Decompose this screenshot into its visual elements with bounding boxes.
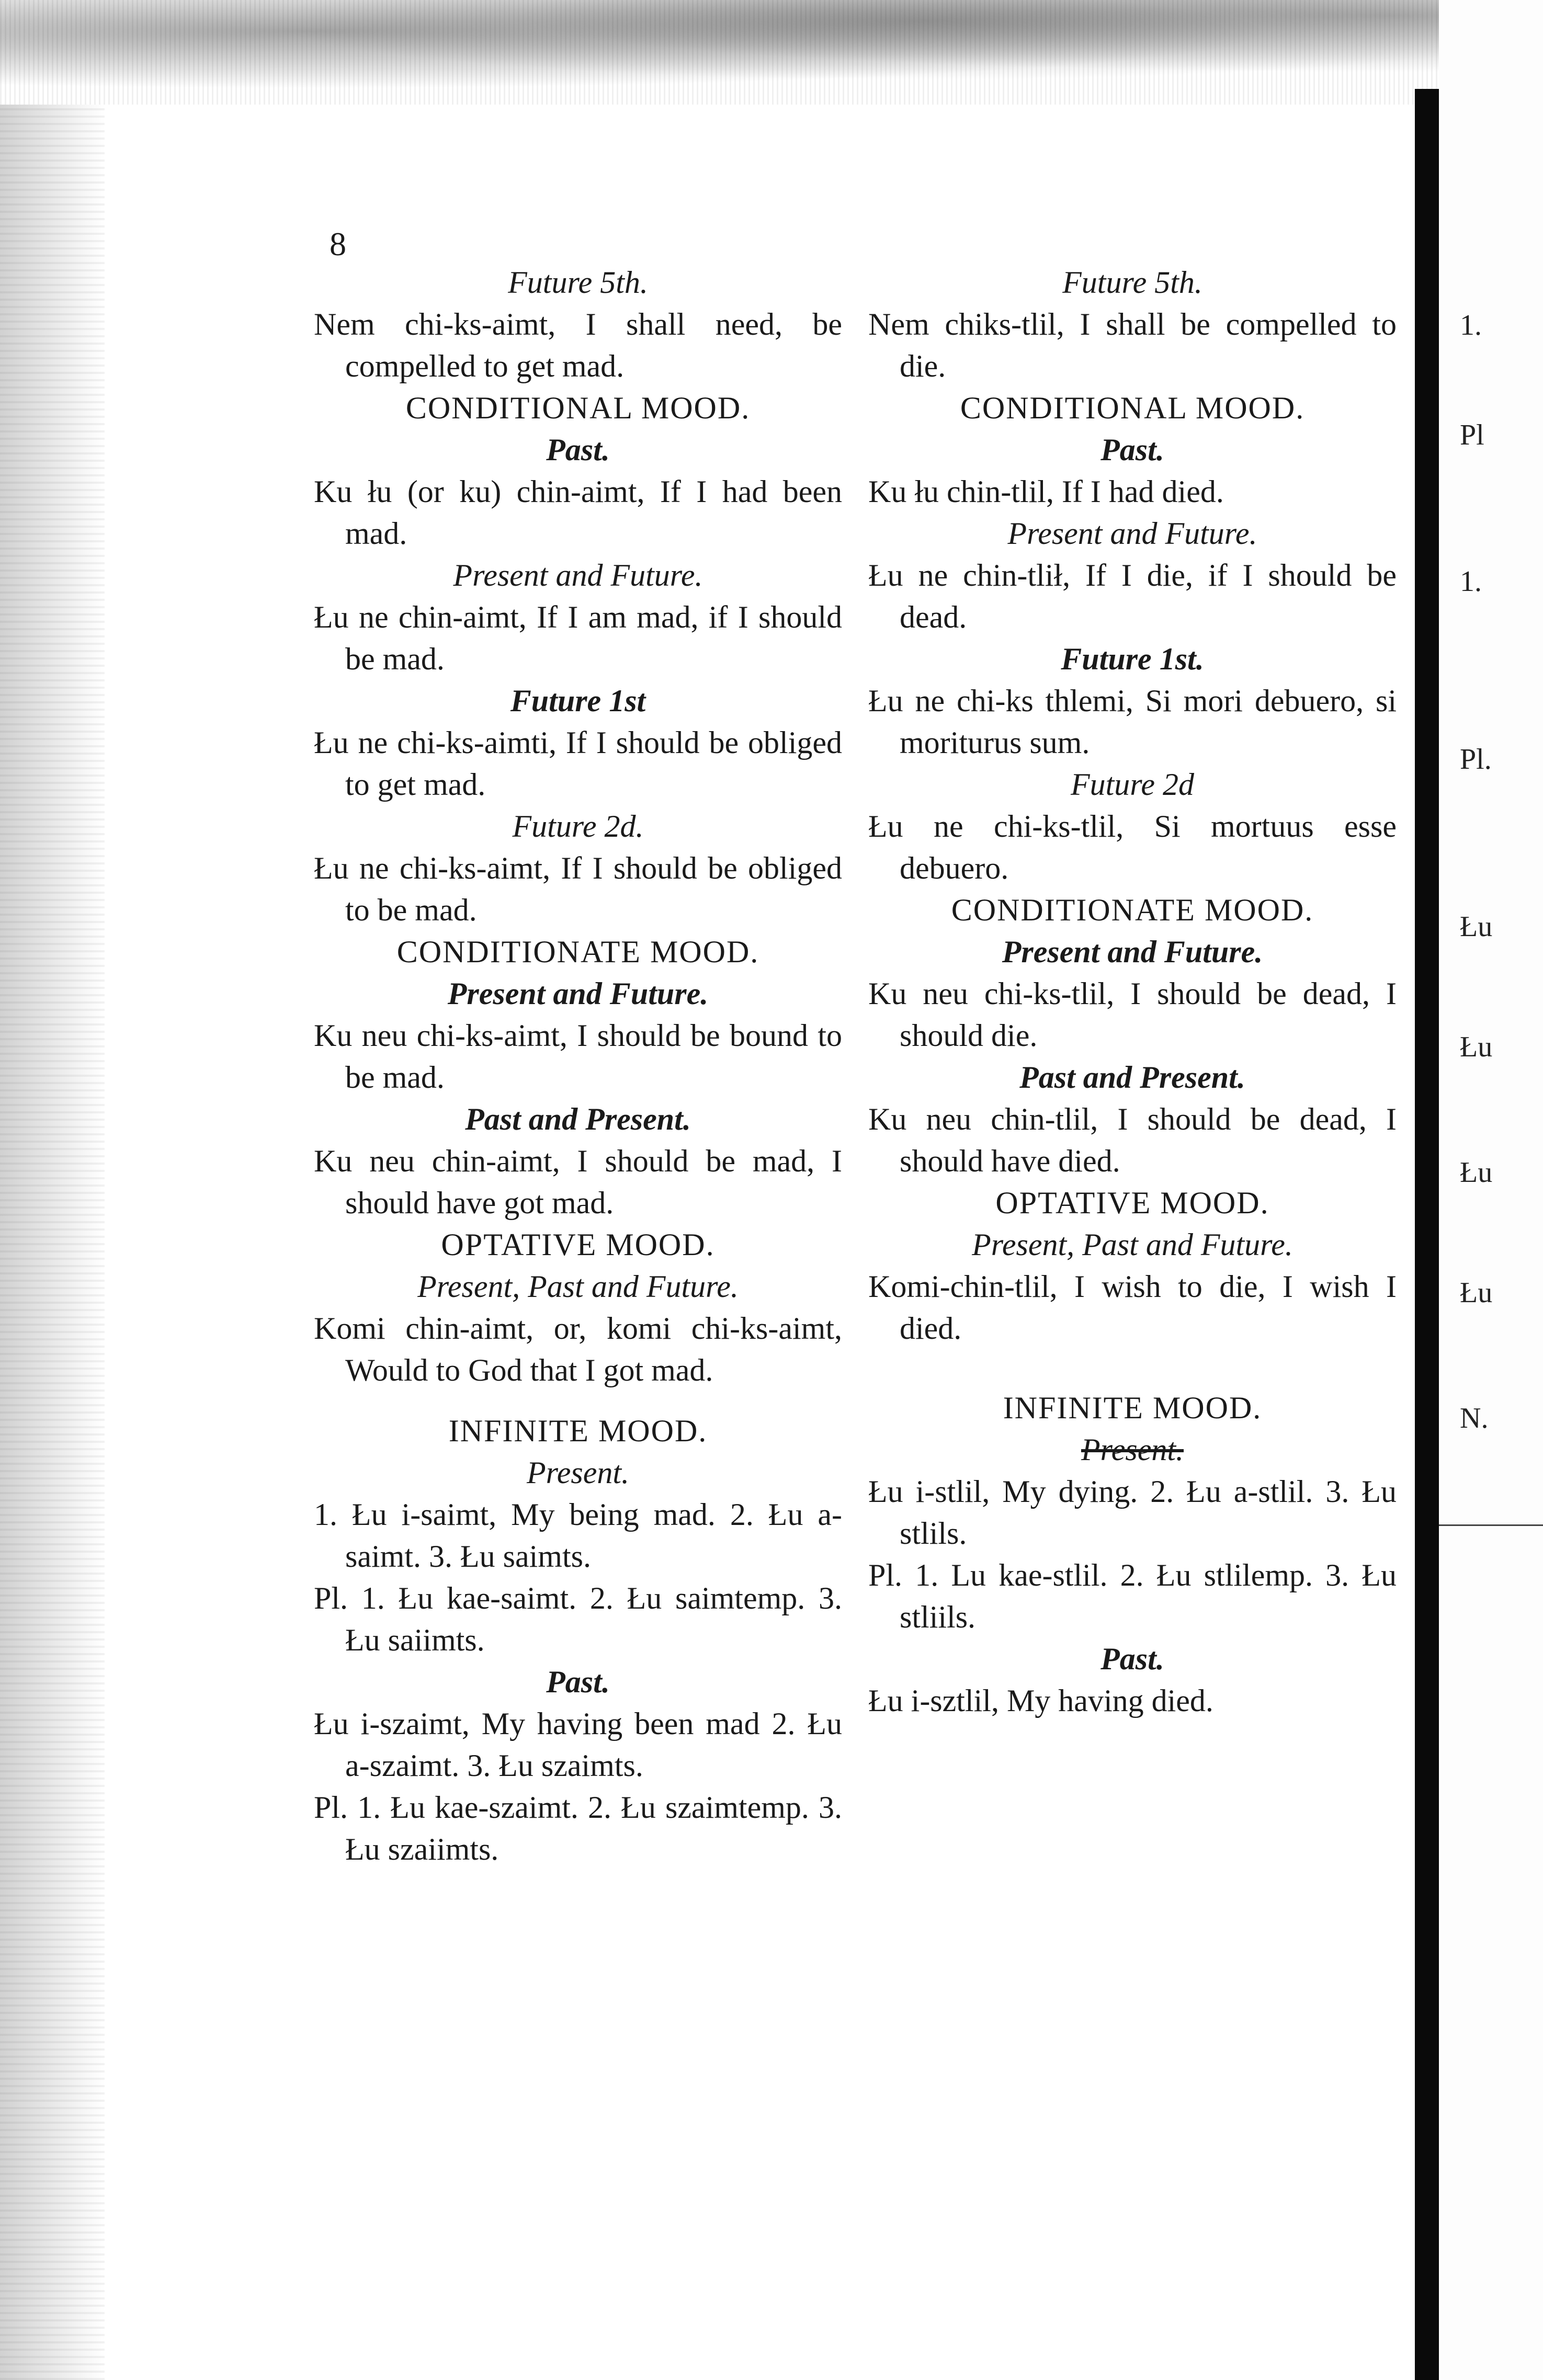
paradigm-entry: Ku neu chin-aimt, I should be mad, I should have got mad.	[314, 1144, 842, 1220]
paradigm-entry: Łu ne chin-aimt, If I am mad, if I should be mad.	[314, 600, 842, 676]
tense-heading: Future 5th.	[508, 265, 648, 300]
paradigm-entry: Łu i-szaimt, My having been mad 2. Łu a-szaimt. 3. Łu szaimts.	[314, 1706, 842, 1783]
tense-heading: Past.	[546, 432, 610, 467]
paradigm-entry: Komi-chin-tlil, I wish to die, I wish I died.	[868, 1269, 1397, 1346]
tense-heading: Past.	[1100, 1642, 1164, 1676]
paradigm-entry: Pl. 1. Łu kae-saimt. 2. Łu saimtemp. 3. Łu saiimts.	[314, 1581, 842, 1657]
tense-heading: Future 1st	[510, 684, 646, 718]
paradigm-entry: Łu ne chi-ks-aimti, If I should be obliged to get mad.	[314, 725, 842, 802]
paradigm-entry: Nem chi-ks-aimt, I shall need, be compelled to get mad.	[314, 307, 842, 383]
paradigm-entry: Ku neu chi-ks-aimt, I should be bound to be mad.	[314, 1018, 842, 1095]
tense-heading: Past.	[1100, 432, 1164, 467]
spacer	[868, 1349, 1397, 1368]
next-page-fragment: 1.	[1460, 309, 1482, 341]
paradigm-entry: Łu ne chi-ks-aimt, If I should be obliged to be mad.	[314, 851, 842, 927]
scan-left-edge	[0, 105, 105, 2380]
next-page-fragment: Łu	[1460, 1031, 1493, 1063]
next-page-fragment: N.	[1460, 1402, 1489, 1434]
binding-gutter	[1415, 89, 1439, 2380]
tense-heading: Present and Future.	[453, 558, 703, 593]
mood-heading: INFINITE MOOD.	[1003, 1391, 1262, 1425]
left-column	[314, 261, 842, 1870]
paradigm-entry: Komi chin-aimt, or, komi chi-ks-aimt, Would to God that I got mad.	[314, 1311, 842, 1387]
next-page-fragment: Łu	[1460, 910, 1493, 943]
tense-heading: Future 2d	[1070, 767, 1195, 802]
tense-heading: Past and Present.	[465, 1102, 691, 1136]
paradigm-entry: Ku łu (or ku) chin-aimt, If I had been mad.	[314, 474, 842, 551]
paradigm-entry: Łu i-sztlil, My having died.	[868, 1683, 1213, 1718]
tense-heading: Present.	[526, 1455, 630, 1490]
next-page-rule	[1439, 1524, 1543, 1526]
next-page-fragment: Łu	[1460, 1277, 1493, 1309]
mood-heading: CONDITIONATE MOOD.	[951, 893, 1314, 927]
tense-heading: Present and Future.	[1002, 935, 1263, 969]
mood-heading: CONDITIONAL MOOD.	[405, 391, 751, 425]
paradigm-entry: Łu i-stlil, My dying. 2. Łu a-stlil. 3. Łu stlils.	[868, 1474, 1397, 1551]
tense-heading: Present.	[1081, 1432, 1184, 1467]
paradigm-entry: Nem chiks-tlil, I shall be compelled to die.	[868, 307, 1397, 383]
tense-heading: Future 5th.	[1062, 265, 1202, 300]
right-column	[868, 261, 1397, 1722]
tense-heading: Present, Past and Future.	[972, 1227, 1293, 1262]
next-page-strip	[1439, 0, 1543, 2380]
scan-top-noise	[0, 0, 1543, 105]
paradigm-entry: Łu ne chi-ks-tlil, Si mortuus esse debuero.	[868, 809, 1397, 885]
paradigm-entry: Ku neu chi-ks-tlil, I should be dead, I should die.	[868, 976, 1397, 1053]
tense-heading: Past and Present.	[1019, 1060, 1245, 1095]
next-page-fragment: Łu	[1460, 1156, 1493, 1189]
paradigm-entry: Łu ne chi-ks thlemi, Si mori debuero, si moriturus sum.	[868, 684, 1397, 760]
paradigm-entry: Ku łu chin-tlil, If I had died.	[868, 474, 1224, 509]
tense-heading: Present and Future.	[1007, 516, 1257, 551]
mood-heading: INFINITE MOOD.	[448, 1414, 708, 1448]
next-page-fragment: 1.	[1460, 565, 1482, 598]
paradigm-entry: Pl. 1. Łu kae-szaimt. 2. Łu szaimtemp. 3. Łu szaiimts.	[314, 1790, 842, 1866]
tense-heading: Present and Future.	[447, 976, 709, 1011]
paradigm-entry: Ku neu chin-tlil, I should be dead, I should have died.	[868, 1102, 1397, 1178]
tense-heading: Future 1st.	[1061, 642, 1204, 676]
tense-heading: Future 2d.	[512, 809, 644, 844]
spacer	[868, 1368, 1397, 1387]
paradigm-entry: Pl. 1. Lu kae-stlil. 2. Łu stlilemp. 3. Łu stliils.	[868, 1558, 1397, 1634]
spacer	[314, 1391, 842, 1410]
mood-heading: OPTATIVE MOOD.	[995, 1186, 1269, 1220]
mood-heading: OPTATIVE MOOD.	[441, 1227, 715, 1262]
tense-heading: Present, Past and Future.	[417, 1269, 739, 1304]
tense-heading: Past.	[546, 1665, 610, 1699]
paradigm-entry: Łu ne chin-tlił, If I die, if I should be dead.	[868, 558, 1397, 634]
next-page-fragment: Pl	[1460, 419, 1484, 451]
page-number: 8	[330, 225, 346, 263]
mood-heading: CONDITIONAL MOOD.	[960, 391, 1305, 425]
mood-heading: CONDITIONATE MOOD.	[396, 935, 759, 969]
paradigm-entry: 1. Łu i-saimt, My being mad. 2. Łu a-saimt. 3. Łu saimts.	[314, 1497, 842, 1574]
next-page-fragment: Pl.	[1460, 743, 1492, 776]
